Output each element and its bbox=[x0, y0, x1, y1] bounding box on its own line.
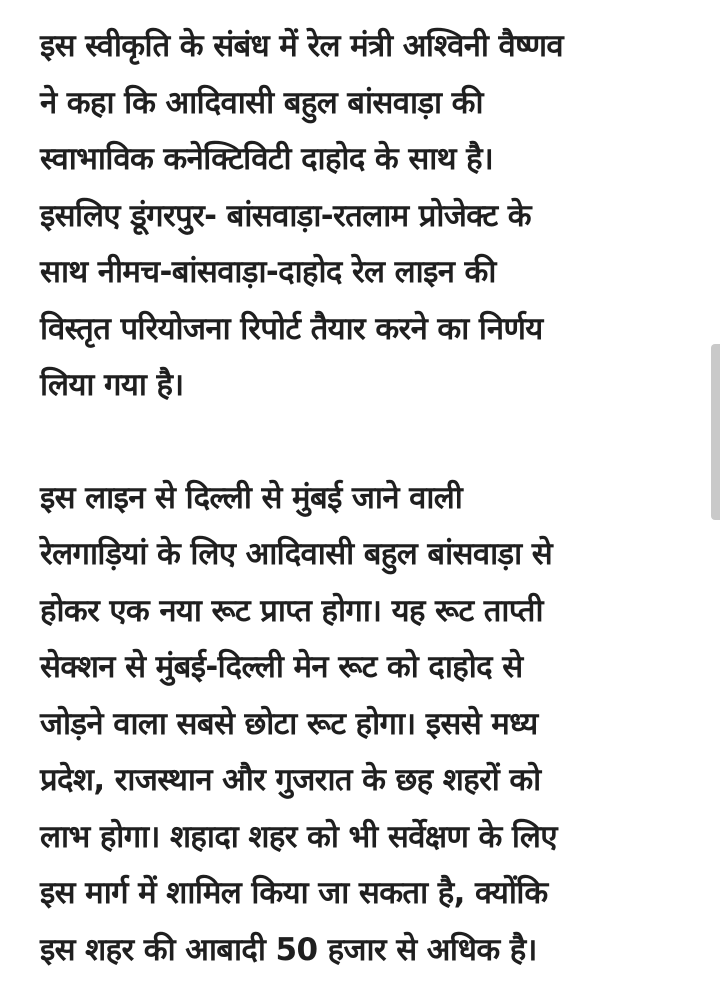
text-line: रेलगाड़ियां के लिए आदिवासी बहुल बांसवाड़ा से bbox=[40, 536, 553, 572]
text-line: सेक्शन से मुंबई-दिल्ली मेन रूट को दाहोद से bbox=[40, 649, 523, 685]
text-line: होकर एक नया रूट प्राप्त होगा। यह रूट ताप्ती bbox=[40, 592, 543, 629]
text-line: लिया गया है। bbox=[40, 367, 184, 403]
paragraph-2 bbox=[40, 470, 680, 979]
paragraph-1 bbox=[40, 18, 680, 414]
article-body bbox=[40, 18, 680, 978]
text-line: इसलिए डूंगरपुर- बांसवाड़ा-रतलाम प्रोजेक्ट के bbox=[40, 197, 531, 234]
text-line: इस शहर की आबादी 50 हजार से अधिक है। bbox=[40, 931, 537, 968]
text-line: इस स्वीकृति के संबंध में रेल मंत्री अश्विनी वैष्णव bbox=[40, 28, 564, 64]
text-line: जोड़ने वाला सबसे छोटा रूट होगा। इससे मध्य bbox=[40, 705, 538, 742]
scrollbar-thumb[interactable] bbox=[711, 344, 720, 520]
text-line: विस्तृत परियोजना रिपोर्ट तैयार करने का निर्णय bbox=[40, 310, 543, 347]
paragraph-gap bbox=[40, 414, 680, 470]
text-line: इस मार्ग में शामिल किया जा सकता है, क्योंकि bbox=[40, 875, 548, 911]
text-line: प्रदेश, राजस्थान और गुजरात के छह शहरों को bbox=[40, 762, 541, 798]
text-line: स्वाभाविक कनेक्टिविटी दाहोद के साथ है। bbox=[40, 141, 494, 177]
text-line: साथ नीमच-बांसवाड़ा-दाहोद रेल लाइन की bbox=[40, 254, 496, 290]
text-line: ने कहा कि आदिवासी बहुल बांसवाड़ा की bbox=[40, 84, 483, 121]
text-line: लाभ होगा। शहादा शहर को भी सर्वेक्षण के लिए bbox=[40, 818, 557, 855]
text-line: इस लाइन से दिल्ली से मुंबई जाने वाली bbox=[40, 479, 463, 516]
